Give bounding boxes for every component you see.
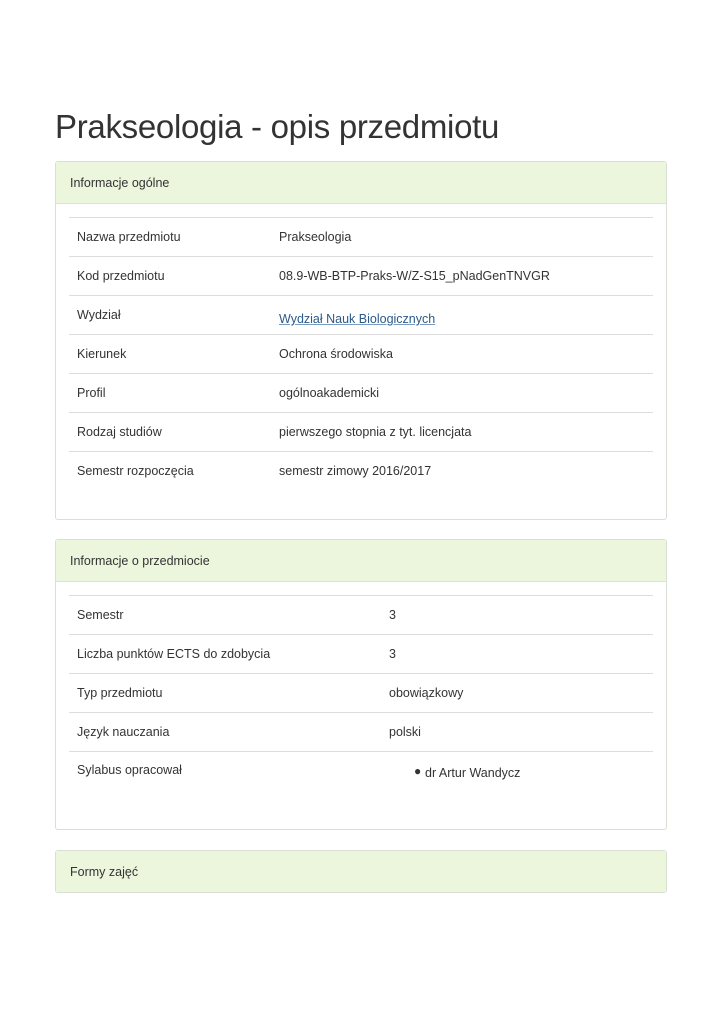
author-name: dr Artur Wandycz bbox=[425, 766, 521, 780]
table-row bbox=[69, 713, 653, 752]
table-row bbox=[69, 296, 653, 335]
subject-info-table bbox=[69, 595, 653, 801]
row-key: Typ przedmiotu bbox=[77, 686, 163, 700]
row-key: Kierunek bbox=[77, 347, 127, 361]
table-row bbox=[69, 635, 653, 674]
page-title: Prakseologia - opis przedmiotu bbox=[55, 108, 500, 145]
general-info-heading: Informacje ogólne bbox=[56, 162, 666, 204]
class-forms-panel bbox=[55, 850, 667, 893]
class-forms-heading: Formy zajęć bbox=[56, 851, 666, 892]
general-info-panel bbox=[55, 161, 667, 520]
row-value: Ochrona środowiska bbox=[279, 347, 393, 361]
row-key: Profil bbox=[77, 386, 106, 400]
table-row bbox=[69, 257, 653, 296]
row-key: Język nauczania bbox=[77, 725, 170, 739]
table-row bbox=[69, 596, 653, 635]
row-value: semestr zimowy 2016/2017 bbox=[279, 464, 432, 478]
row-value: pierwszego stopnia z tyt. licencjata bbox=[279, 425, 472, 439]
subject-info-panel bbox=[55, 539, 667, 830]
row-key: Rodzaj studiów bbox=[77, 425, 162, 439]
list-item bbox=[415, 766, 645, 780]
row-key: Nazwa przedmiotu bbox=[77, 230, 181, 244]
table-row bbox=[69, 413, 653, 452]
row-key: Semestr rozpoczęcia bbox=[77, 464, 194, 478]
table-row bbox=[69, 674, 653, 713]
row-value bbox=[271, 296, 653, 335]
row-value bbox=[381, 752, 653, 802]
table-row bbox=[69, 374, 653, 413]
subject-info-body bbox=[56, 582, 666, 801]
row-value: 3 bbox=[389, 647, 396, 661]
row-key: Semestr bbox=[77, 608, 124, 622]
table-row bbox=[69, 218, 653, 257]
table-row bbox=[69, 752, 653, 802]
row-key: Kod przedmiotu bbox=[77, 269, 165, 283]
general-info-table bbox=[69, 217, 653, 490]
row-value: Prakseologia bbox=[279, 230, 352, 244]
row-key: Liczba punktów ECTS do zdobycia bbox=[77, 647, 271, 661]
row-value: 08.9-WB-BTP-Praks-W/Z-S15_pNadGenTNVGR bbox=[279, 269, 550, 283]
table-row bbox=[69, 452, 653, 491]
subject-info-heading: Informacje o przedmiocie bbox=[56, 540, 666, 582]
row-key: Sylabus opracował bbox=[77, 763, 182, 777]
row-key: Wydział bbox=[77, 308, 121, 322]
row-value: 3 bbox=[389, 608, 396, 622]
general-info-body bbox=[56, 204, 666, 490]
row-value: obowiązkowy bbox=[389, 686, 464, 700]
faculty-link[interactable]: Wydział Nauk Biologicznych bbox=[279, 312, 436, 326]
bullet-icon: ● bbox=[414, 764, 422, 778]
author-list bbox=[389, 766, 645, 780]
row-value: polski bbox=[389, 725, 421, 739]
table-row bbox=[69, 335, 653, 374]
row-value: ogólnoakademicki bbox=[279, 386, 380, 400]
